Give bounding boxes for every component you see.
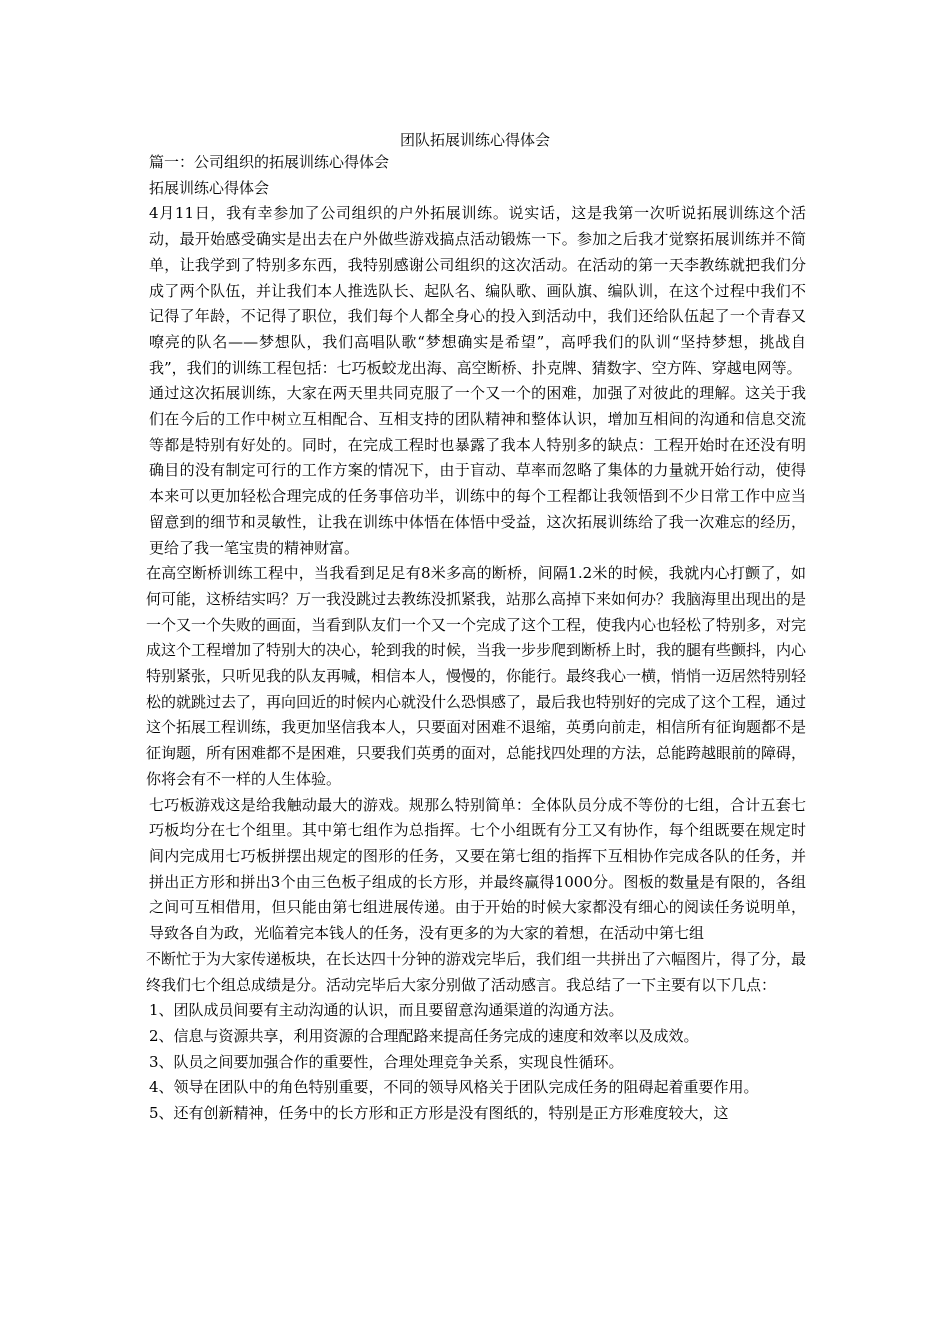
list-item: 4、领导在团队中的角色特别重要，不同的领导风格关于团队完成任务的阻碍起着重要作用。 — [149, 1078, 759, 1097]
paragraph: 拓展训练心得体会 — [149, 178, 270, 197]
paragraph: 4月11日，我有幸参加了公司组织的户外拓展训练。说实话，这是我第一次听说拓展训练这个活动，最开始感受确实是出去在户外做些游戏搞点活动锻炼一下。参加之后我才觉察拓展训练并不简单，让我学到了特别多东西，我特别感谢公司组织的这次活动。在活动的第一天李教练就把我们分成了两个队伍，并让我们本人推选队长、起队名、编队歌、画队旗、编队训，在这个过程中我们不记得了年龄，不记得了职位，我们每个人都全身心的投入到活动中，我们还给队伍起了一个青春又嘹亮的队名——梦想队，我们高唱队歌“梦想确实是希望”，高呼我们的队训“坚持梦想，挑战自我”，我们的训练工程包括：七巧板蛟龙出海、高空断桥、扑克牌、猜数字、空方阵、穿越电网等。 — [149, 204, 806, 377]
paragraph: 通过这次拓展训练，大家在两天里共同克服了一个又一个的困难，加强了对彼此的理解。这关于我们在今后的工作中树立互相配合、互相支持的团队精神和整体认识，增加互相间的沟通和信息交流等都是特别有好处的。同时，在完成工程时也暴露了我本人特别多的缺点：工程开始时在还没有明确目的没有制定可行的工作方案的情况下，由于盲动、草率而忽略了集体的力量就开始行动，使得本来可以更加轻松合理完成的任务事倍功半，训练中的每个工程都让我领悟到不少日常工作中应当留意到的细节和灵敏性，让我在训练中体悟在体悟中受益，这次拓展训练给了我一次难忘的经历，更给了我一笔宝贵的精神财富。 — [149, 384, 806, 557]
document-body — [146, 150, 806, 1127]
paragraph: 七巧板游戏这是给我触动最大的游戏。规那么特别简单：全体队员分成不等份的七组，合计五套七巧板均分在七个组里。其中第七组作为总指挥。七个小组既有分工又有协作，每个组既要在规定时间内完成用七巧板拼摆出规定的图形的任务，又要在第七组的指挥下互相协作完成各队的任务，并拼出正方形和拼出3个由三色板子组成的长方形，并最终赢得1000分。图板的数量是有限的，各组之间可互相借用，但只能由第七组进展传递。由于开始的时候大家都没有细心的阅读任务说明单，导致各自为政，光临着完本钱人的任务，没有更多的为大家的着想，在活动中第七组 — [149, 795, 806, 943]
list-item: 1、团队成员间要有主动沟通的认识，而且要留意沟通渠道的沟通方法。 — [149, 1001, 624, 1020]
document-title: 团队拓展训练心得体会 — [399, 131, 550, 149]
paragraph: 篇一：公司组织的拓展训练心得体会 — [149, 153, 390, 171]
list-item: 5、还有创新精神，任务中的长方形和正方形是没有图纸的，特别是正方形难度较大，这 — [149, 1104, 729, 1123]
paragraph: 在高空断桥训练工程中，当我看到足足有8米多高的断桥，间隔1.2米的时候，我就内心打颤了，如何可能，这桥结实吗？万一我没跳过去教练没抓紧我，站那么高掉下来如何办？我脑海里出现出的是一个又一个失败的画面，当看到队友们一个又一个完成了这个工程，使我内心也轻松了特别多，对完成这个工程增加了特别大的决心，轮到我的时候，当我一步步爬到断桥上时，我的腿有些颤抖，内心特别紧张，只听见我的队友再喊，相信本人，慢慢的，你能行。最终我心一横，悄悄一迈居然特别轻松的就跳过去了，再向回近的时候内心就没什么恐惧感了，最后我也特别好的完成了这个工程，通过这个拓展工程训练，我更加坚信我本人，只要面对困难不退缩，英勇向前走，相信所有征询题都不是征询题，所有困难都不是困难，只要我们英勇的面对，总能找四处理的方法，总能跨越眼前的障碍，你将会有不一样的人生体验。 — [146, 564, 807, 788]
list-item: 2、信息与资源共享，利用资源的合理配路来提高任务完成的速度和效率以及成效。 — [149, 1026, 699, 1045]
list-item: 3、队员之间要加强合作的重要性，合理处理竞争关系，实现良性循环。 — [149, 1052, 624, 1071]
paragraph: 不断忙于为大家传递板块，在长达四十分钟的游戏完毕后，我们组一共拼出了六幅图片，得了分，最终我们七个组总成绩是分。活动完毕后大家分别做了活动感言。我总结了一下主要有以下几点： — [146, 949, 807, 994]
